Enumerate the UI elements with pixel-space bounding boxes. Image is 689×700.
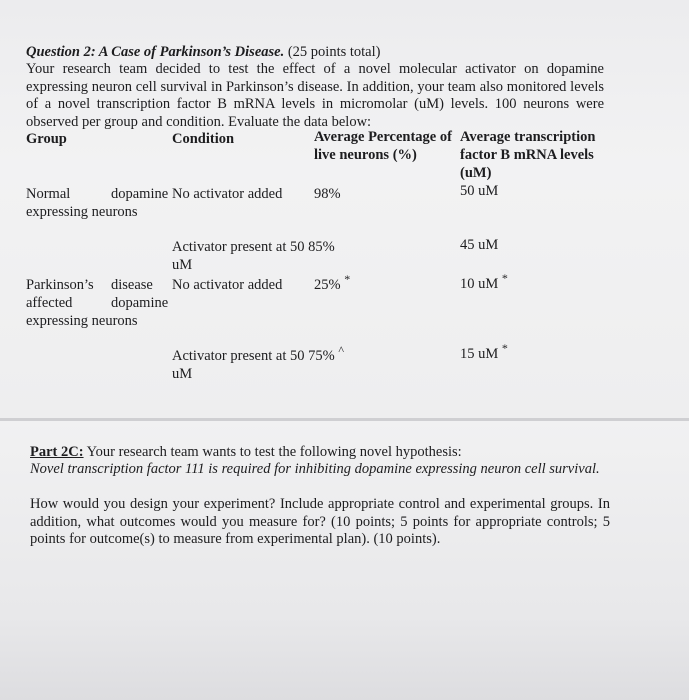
row1-group-2: dopamine xyxy=(111,186,169,202)
row3-condition: No activator added xyxy=(172,277,283,293)
row2-live: 85% xyxy=(308,239,335,255)
header-avg-live-2: live neurons (%) xyxy=(314,147,417,163)
row3-live-cell xyxy=(314,272,351,294)
row1-group-1: Normal xyxy=(26,186,71,202)
question-points: (25 points total) xyxy=(284,44,381,60)
row1-condition: No activator added xyxy=(172,186,283,202)
row3-tf: 10 uM xyxy=(460,276,499,292)
header-condition: Condition xyxy=(172,131,235,147)
page-lower xyxy=(0,421,689,700)
significance-mark: * xyxy=(501,341,508,356)
row2-condition-text: Activator present at 50 xyxy=(172,239,305,255)
row2-condition-1 xyxy=(172,239,335,256)
header-group: Group xyxy=(26,131,67,147)
part2c-lead: Your research team wants to test the following novel hypothesis: xyxy=(83,444,462,460)
row1-group-3: expressing neurons xyxy=(26,204,138,220)
row3-live: 25% xyxy=(314,277,341,293)
row3-group-2b: affected xyxy=(26,295,73,311)
row4-tf: 15 uM xyxy=(460,346,499,362)
header-avg-tf-1: Average transcription xyxy=(460,129,596,145)
significance-mark: ^ xyxy=(338,343,344,358)
row4-condition-2: uM xyxy=(172,366,193,382)
row3-group-2: disease xyxy=(111,277,153,293)
row3-group-3: expressing neurons xyxy=(26,313,138,329)
question-title-text: Question 2: A Case of Parkinson’s Disease. xyxy=(26,44,285,60)
row1-tf: 50 uM xyxy=(460,183,499,199)
question-title xyxy=(26,44,380,61)
row4-tf-cell xyxy=(460,341,508,363)
part2c-hypothesis: Novel transcription factor 111 is required for inhibiting dopamine expressing neuron cell survival. xyxy=(30,461,600,477)
significance-mark: * xyxy=(501,271,508,286)
header-avg-tf-2: factor B mRNA levels xyxy=(460,147,594,163)
significance-mark: * xyxy=(344,272,351,287)
row2-condition-2: uM xyxy=(172,257,193,273)
part2c-label: Part 2C: xyxy=(30,444,84,460)
header-avg-tf-3: (uM) xyxy=(460,165,492,181)
part2c-question: How would you design your experiment? Include appropriate control and experimental groups. In addition, what outcomes would you measure for? (10 points; 5 points for appropriate controls; 5 points for outcome(s) to measure from experimental plan). (10 points). xyxy=(30,496,610,547)
row2-tf: 45 uM xyxy=(460,237,499,253)
row4-condition-text: Activator present at 50 xyxy=(172,348,305,364)
row3-tf-cell xyxy=(460,271,508,293)
part2c-heading xyxy=(30,444,462,461)
row3-group-2c: dopamine xyxy=(111,295,169,311)
question-intro: Your research team decided to test the effect of a novel molecular activator on dopamine expressing neuron cell survival in Parkinson’s disease. In addition, your team also monitored levels of a novel transcription factor B mRNA levels in micromolar (uM) levels. 100 neurons were observed per group and condition. Evaluate the data below: xyxy=(26,61,604,130)
row3-group-1: Parkinson’s xyxy=(26,277,94,293)
header-avg-live-1: Average Percentage of xyxy=(314,129,452,145)
row4-live: 75% xyxy=(308,348,335,364)
row1-live: 98% xyxy=(314,186,341,202)
row4-condition-1 xyxy=(172,343,344,365)
